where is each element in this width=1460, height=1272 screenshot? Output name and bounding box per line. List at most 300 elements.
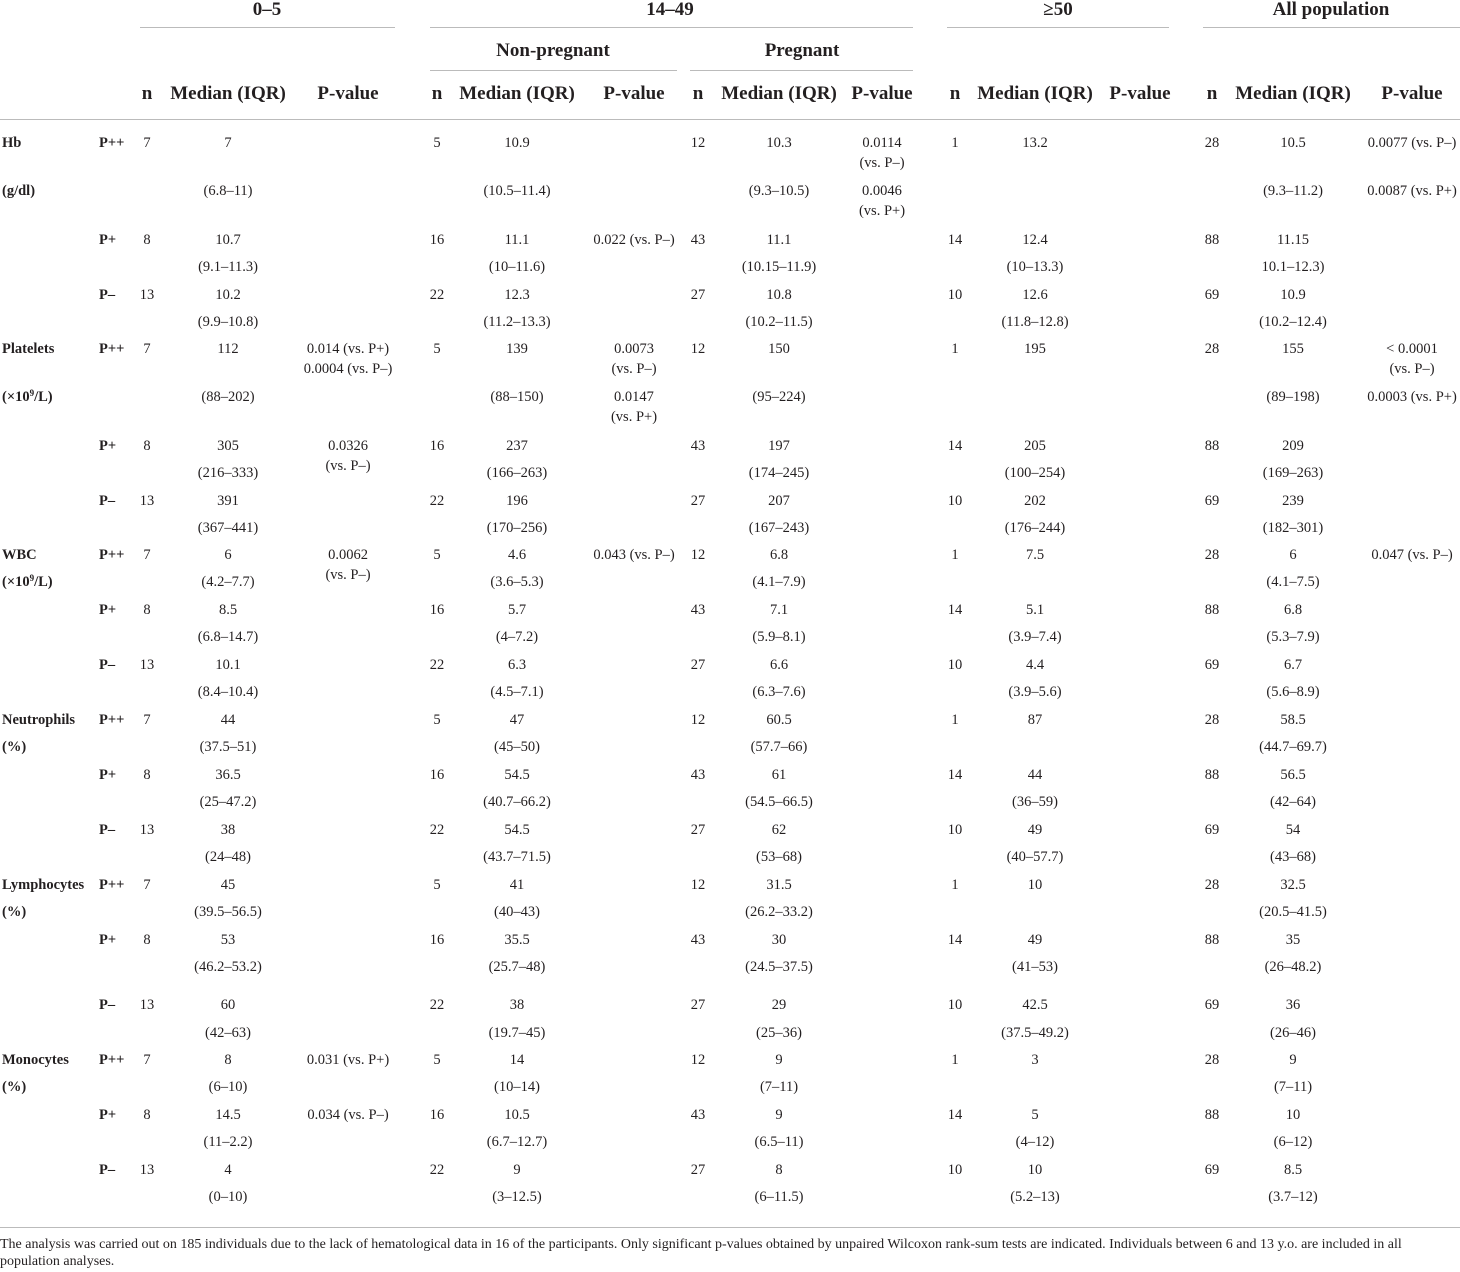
cell-n: 12	[690, 341, 706, 357]
group-label: P–	[99, 997, 116, 1013]
cell-iqr: (3–12.5)	[492, 1189, 542, 1205]
cell-n: 28	[1204, 712, 1220, 728]
cell-iqr: (176–244)	[1004, 520, 1066, 536]
cell-median: 205	[1024, 438, 1046, 454]
cell-median: 112	[217, 341, 239, 357]
cell-p-value: 0.0087 (vs. P+)	[1367, 183, 1457, 199]
cell-iqr: (89–198)	[1266, 389, 1320, 405]
cell-median: 10.7	[215, 232, 241, 248]
cell-n: 7	[143, 1052, 151, 1068]
header-age-0-5: 0–5	[252, 0, 282, 20]
cell-iqr: (26.2–33.2)	[745, 904, 813, 920]
cell-iqr: (7–11)	[1273, 1079, 1313, 1095]
cell-median: 155	[1282, 341, 1304, 357]
cell-iqr: (4–12)	[1015, 1134, 1055, 1150]
column-header-n: n	[692, 83, 704, 104]
cell-median: 10	[1027, 1162, 1043, 1178]
cell-iqr: (40–57.7)	[1006, 849, 1064, 865]
cell-median: 6.8	[1283, 602, 1303, 618]
column-header-median: Median (IQR)	[721, 83, 837, 104]
cell-median: 31.5	[766, 877, 792, 893]
cell-n: 10	[947, 997, 963, 1013]
variable-unit: (%)	[2, 1079, 27, 1095]
cell-iqr: (95–224)	[752, 389, 806, 405]
cell-n: 27	[690, 997, 706, 1013]
cell-n: 10	[947, 287, 963, 303]
cell-n: 27	[690, 1162, 706, 1178]
cell-n: 69	[1204, 657, 1220, 673]
cell-n: 5	[433, 341, 441, 357]
column-header-median: Median (IQR)	[977, 83, 1093, 104]
cell-median: 11.15	[1276, 232, 1310, 248]
cell-median: 5.7	[507, 602, 527, 618]
cell-iqr: (6–10)	[208, 1079, 248, 1095]
cell-median: 10.2	[215, 287, 241, 303]
variable-unit: (g/dl)	[2, 183, 36, 199]
cell-median: 196	[506, 493, 528, 509]
cell-iqr: (9.9–10.8)	[197, 314, 259, 330]
cell-iqr: (11.2–13.3)	[483, 314, 551, 330]
cell-median: 45	[220, 877, 236, 893]
cell-median: 36.5	[215, 767, 241, 783]
cell-median: 32.5	[1280, 877, 1306, 893]
cell-n: 28	[1204, 1052, 1220, 1068]
variable-unit: (%)	[2, 904, 27, 920]
header-all-population: All population	[1272, 0, 1390, 20]
cell-n: 7	[143, 877, 151, 893]
cell-iqr: (170–256)	[486, 520, 548, 536]
cell-n: 10	[947, 822, 963, 838]
cell-iqr: (88–202)	[201, 389, 255, 405]
cell-median: 197	[768, 438, 790, 454]
cell-median: 8.5	[218, 602, 238, 618]
cell-iqr: (54.5–66.5)	[745, 794, 813, 810]
cell-median: 11.1	[766, 232, 792, 248]
cell-n: 12	[690, 877, 706, 893]
cell-median: 237	[506, 438, 528, 454]
cell-median: 11.1	[504, 232, 530, 248]
cell-iqr: (10.2–12.4)	[1259, 314, 1327, 330]
cell-iqr: (367–441)	[197, 520, 259, 536]
cell-iqr: (10.2–11.5)	[745, 314, 813, 330]
divider	[1203, 27, 1460, 28]
cell-median: 10.1	[215, 657, 241, 673]
cell-n: 27	[690, 657, 706, 673]
cell-n: 43	[690, 767, 706, 783]
cell-iqr: (9.1–11.3)	[198, 259, 258, 275]
group-label: P++	[99, 712, 125, 728]
cell-iqr: (40.7–66.2)	[483, 794, 551, 810]
group-label: P–	[99, 822, 116, 838]
cell-p-value: 0.0062 (vs. P–)	[325, 547, 371, 583]
cell-n: 12	[690, 547, 706, 563]
cell-n: 13	[139, 822, 155, 838]
cell-n: 88	[1204, 438, 1220, 454]
variable-label: Neutrophils	[2, 712, 76, 728]
cell-median: 391	[217, 493, 239, 509]
cell-p-value: 0.0073 (vs. P–)	[611, 341, 657, 377]
divider	[430, 70, 677, 71]
cell-median: 56.5	[1280, 767, 1306, 783]
group-label: P+	[99, 602, 117, 618]
cell-n: 14	[947, 232, 963, 248]
cell-median: 6	[1289, 547, 1297, 563]
cell-iqr: (26–48.2)	[1264, 959, 1322, 975]
cell-iqr: (41–53)	[1012, 959, 1058, 975]
group-label: P++	[99, 1052, 125, 1068]
cell-n: 22	[429, 1162, 445, 1178]
cell-iqr: (3.9–5.6)	[1008, 684, 1062, 700]
cell-p-value: 0.0046 (vs. P+)	[858, 183, 906, 219]
cell-n: 5	[433, 712, 441, 728]
cell-median: 6	[224, 547, 232, 563]
cell-iqr: (46.2–53.2)	[194, 959, 262, 975]
cell-median: 49	[1027, 822, 1043, 838]
cell-median: 12.4	[1022, 232, 1048, 248]
cell-iqr: (10.15–11.9)	[741, 259, 817, 275]
table-footnote: The analysis was carried out on 185 individuals due to the lack of hematological data in 16 of the participants. Only significant p-values obtained by unpaired Wilcoxon rank-sum tests are indicated. Individuals between 6 and 13 y.o. are included in all population analyses.	[0, 1237, 1402, 1269]
cell-median: 3	[1031, 1052, 1039, 1068]
cell-p-value: 0.043 (vs. P–)	[593, 547, 675, 563]
group-label: P++	[99, 547, 125, 563]
cell-n: 8	[143, 767, 151, 783]
cell-n: 22	[429, 287, 445, 303]
cell-median: 14.5	[215, 1107, 241, 1123]
column-header-p: P-value	[851, 83, 913, 104]
cell-n: 1	[951, 135, 959, 151]
cell-n: 10	[947, 657, 963, 673]
cell-median: 41	[509, 877, 525, 893]
cell-median: 30	[771, 932, 787, 948]
group-label: P+	[99, 232, 117, 248]
cell-iqr: (174–245)	[748, 465, 810, 481]
header-rule	[0, 119, 1460, 120]
cell-median: 6.3	[507, 657, 527, 673]
cell-n: 5	[433, 877, 441, 893]
cell-iqr: (182–301)	[1262, 520, 1324, 536]
group-label: P++	[99, 877, 125, 893]
cell-median: 4	[224, 1162, 232, 1178]
cell-median: 150	[768, 341, 790, 357]
cell-iqr: (37.5–51)	[199, 739, 257, 755]
cell-iqr: (19.7–45)	[488, 1025, 546, 1041]
cell-median: 305	[217, 438, 239, 454]
cell-median: 6.7	[1283, 657, 1303, 673]
cell-iqr: (11–2.2)	[203, 1134, 253, 1150]
cell-n: 7	[143, 341, 151, 357]
cell-n: 22	[429, 493, 445, 509]
cell-n: 28	[1204, 135, 1220, 151]
cell-iqr: (10–14)	[494, 1079, 540, 1095]
variable-label: Lymphocytes	[2, 877, 85, 893]
cell-iqr: (8.4–10.4)	[197, 684, 259, 700]
cell-median: 10.9	[504, 135, 530, 151]
cell-median: 209	[1282, 438, 1304, 454]
column-header-median: Median (IQR)	[170, 83, 286, 104]
column-header-n: n	[949, 83, 961, 104]
cell-median: 29	[771, 997, 787, 1013]
cell-median: 202	[1024, 493, 1046, 509]
group-label: P+	[99, 438, 117, 454]
cell-iqr: (9.3–10.5)	[748, 183, 810, 199]
cell-iqr: (6.5–11)	[754, 1134, 804, 1150]
cell-n: 8	[143, 932, 151, 948]
cell-n: 12	[690, 135, 706, 151]
cell-median: 54.5	[504, 767, 530, 783]
cell-n: 16	[429, 602, 445, 618]
header-age-14-49: 14–49	[646, 0, 694, 20]
cell-iqr: (43.7–71.5)	[483, 849, 551, 865]
cell-n: 1	[951, 877, 959, 893]
group-label: P+	[99, 932, 117, 948]
cell-n: 43	[690, 932, 706, 948]
cell-iqr: (3.7–12)	[1268, 1189, 1318, 1205]
cell-median: 7	[224, 135, 232, 151]
cell-median: 8	[775, 1162, 783, 1178]
cell-median: 8.5	[1283, 1162, 1303, 1178]
cell-iqr: (6–11.5)	[754, 1189, 804, 1205]
cell-n: 88	[1204, 602, 1220, 618]
cell-n: 10	[947, 493, 963, 509]
cell-median: 62	[771, 822, 787, 838]
cell-n: 13	[139, 657, 155, 673]
cell-median: 12.6	[1022, 287, 1048, 303]
variable-unit: (%)	[2, 739, 27, 755]
cell-n: 5	[433, 135, 441, 151]
cell-n: 16	[429, 1107, 445, 1123]
cell-n: 22	[429, 997, 445, 1013]
cell-iqr: (26–46)	[1270, 1025, 1316, 1041]
cell-iqr: (42–64)	[1270, 794, 1316, 810]
cell-n: 28	[1204, 341, 1220, 357]
cell-median: 5.1	[1025, 602, 1045, 618]
cell-n: 16	[429, 232, 445, 248]
cell-n: 88	[1204, 767, 1220, 783]
cell-n: 1	[951, 547, 959, 563]
cell-median: 44	[1027, 767, 1043, 783]
cell-median: 10.3	[766, 135, 792, 151]
cell-iqr: (42–63)	[205, 1025, 251, 1041]
cell-iqr: (43–68)	[1270, 849, 1316, 865]
cell-median: 36	[1285, 997, 1301, 1013]
cell-p-value: 0.031 (vs. P+)	[306, 1052, 390, 1068]
cell-median: 87	[1027, 712, 1043, 728]
cell-median: 54.5	[504, 822, 530, 838]
cell-n: 22	[429, 657, 445, 673]
cell-n: 8	[143, 1107, 151, 1123]
cell-iqr: (37.5–49.2)	[1001, 1025, 1069, 1041]
column-header-p: P-value	[1109, 83, 1171, 104]
variable-label: WBC	[2, 547, 37, 563]
cell-median: 44	[220, 712, 236, 728]
column-header-median: Median (IQR)	[1235, 83, 1351, 104]
cell-median: 6.8	[769, 547, 789, 563]
cell-iqr: (24.5–37.5)	[745, 959, 813, 975]
cell-n: 22	[429, 822, 445, 838]
cell-n: 16	[429, 932, 445, 948]
column-header-p: P-value	[1381, 83, 1443, 104]
cell-iqr: (36–59)	[1012, 794, 1058, 810]
cell-median: 10	[1285, 1107, 1301, 1123]
cell-n: 43	[690, 602, 706, 618]
cell-n: 10	[947, 1162, 963, 1178]
cell-median: 35	[1285, 932, 1301, 948]
cell-median: 6.6	[769, 657, 789, 673]
cell-n: 88	[1204, 1107, 1220, 1123]
cell-iqr: (40–43)	[494, 904, 540, 920]
cell-median: 139	[506, 341, 528, 357]
cell-n: 13	[139, 1162, 155, 1178]
cell-median: 7.1	[769, 602, 789, 618]
cell-median: 4.6	[507, 547, 527, 563]
group-label: P++	[99, 341, 125, 357]
cell-p-value: 0.0077 (vs. P–)	[1367, 135, 1457, 151]
footer-rule	[0, 1227, 1460, 1228]
cell-p-value: 0.022 (vs. P–)	[593, 232, 675, 248]
header-non-pregnant: Non-pregnant	[496, 40, 610, 61]
cell-iqr: (57.7–66)	[750, 739, 808, 755]
cell-iqr: (25–36)	[756, 1025, 802, 1041]
variable-label: Monocytes	[2, 1052, 69, 1068]
column-header-p: P-value	[603, 83, 665, 104]
cell-iqr: (11.8–12.8)	[1001, 314, 1069, 330]
cell-n: 28	[1204, 877, 1220, 893]
cell-median: 58.5	[1280, 712, 1306, 728]
cell-n: 7	[143, 712, 151, 728]
cell-iqr: (88–150)	[490, 389, 544, 405]
cell-n: 69	[1204, 287, 1220, 303]
cell-iqr: (5.2–13)	[1010, 1189, 1060, 1205]
cell-iqr: (9.3–11.2)	[1263, 183, 1323, 199]
cell-iqr: (10–13.3)	[1006, 259, 1064, 275]
cell-iqr: (25–47.2)	[199, 794, 257, 810]
cell-n: 88	[1204, 232, 1220, 248]
cell-n: 1	[951, 712, 959, 728]
cell-iqr: (5.6–8.9)	[1266, 684, 1320, 700]
column-header-p: P-value	[317, 83, 379, 104]
cell-n: 16	[429, 438, 445, 454]
cell-n: 8	[143, 438, 151, 454]
cell-n: 16	[429, 767, 445, 783]
cell-iqr: (216–333)	[197, 465, 259, 481]
column-header-n: n	[1206, 83, 1218, 104]
cell-n: 69	[1204, 493, 1220, 509]
cell-iqr: (100–254)	[1004, 465, 1066, 481]
cell-iqr: (169–263)	[1262, 465, 1324, 481]
cell-iqr: (20.5–41.5)	[1259, 904, 1327, 920]
cell-median: 35.5	[504, 932, 530, 948]
variable-unit: $(\times 10^9/L)$	[2, 388, 53, 405]
cell-iqr: (3.6–5.3)	[490, 574, 544, 590]
column-header-n: n	[431, 83, 443, 104]
cell-n: 7	[143, 135, 151, 151]
cell-n: 69	[1204, 1162, 1220, 1178]
cell-median: 9	[775, 1052, 783, 1068]
cell-median: 5	[1031, 1107, 1039, 1123]
cell-median: 13.2	[1022, 135, 1048, 151]
cell-iqr: (6.3–7.6)	[752, 684, 806, 700]
cell-median: 9	[1289, 1052, 1297, 1068]
cell-n: 12	[690, 1052, 706, 1068]
group-label: P+	[99, 1107, 117, 1123]
cell-n: 14	[947, 932, 963, 948]
divider	[947, 27, 1169, 28]
cell-p-value: 0.0326 (vs. P–)	[325, 438, 371, 474]
divider	[140, 27, 395, 28]
cell-n: 43	[690, 438, 706, 454]
cell-n: 14	[947, 438, 963, 454]
cell-median: 9	[513, 1162, 521, 1178]
variable-label: Platelets	[2, 341, 55, 357]
cell-iqr: (6.8–14.7)	[197, 629, 259, 645]
cell-n: 69	[1204, 822, 1220, 838]
group-label: P–	[99, 287, 116, 303]
cell-iqr: (25.7–48)	[488, 959, 546, 975]
cell-p-value: 0.0114 (vs. P–)	[859, 135, 905, 171]
divider	[690, 70, 913, 71]
cell-n: 69	[1204, 997, 1220, 1013]
cell-p-value: 0.014 (vs. P+) 0.0004 (vs. P–)	[303, 341, 393, 377]
divider	[430, 27, 913, 28]
cell-n: 1	[951, 341, 959, 357]
group-label: P++	[99, 135, 125, 151]
cell-n: 5	[433, 1052, 441, 1068]
cell-median: 49	[1027, 932, 1043, 948]
group-label: P–	[99, 1162, 116, 1178]
cell-median: 10.5	[1280, 135, 1306, 151]
cell-n: 14	[947, 767, 963, 783]
column-header-n: n	[141, 83, 153, 104]
cell-iqr: (10.5–11.4)	[483, 183, 551, 199]
group-label: P+	[99, 767, 117, 783]
cell-iqr: 10.1–12.3)	[1261, 259, 1325, 275]
cell-n: 5	[433, 547, 441, 563]
cell-n: 13	[139, 493, 155, 509]
cell-n: 27	[690, 287, 706, 303]
cell-iqr: (6.8–11)	[203, 183, 253, 199]
cell-median: 239	[1282, 493, 1304, 509]
cell-iqr: (24–48)	[205, 849, 251, 865]
cell-iqr: (4–7.2)	[495, 629, 539, 645]
cell-iqr: (0–10)	[208, 1189, 248, 1205]
cell-median: 9	[775, 1107, 783, 1123]
cell-median: 42.5	[1022, 997, 1048, 1013]
cell-median: 12.3	[504, 287, 530, 303]
cell-n: 13	[139, 997, 155, 1013]
cell-iqr: (4.5–7.1)	[490, 684, 544, 700]
cell-p-value: 0.047 (vs. P–)	[1371, 547, 1453, 563]
group-label: P–	[99, 493, 116, 509]
header-pregnant: Pregnant	[764, 40, 840, 61]
cell-n: 7	[143, 547, 151, 563]
cell-median: 10.5	[504, 1107, 530, 1123]
cell-iqr: (167–243)	[748, 520, 810, 536]
cell-iqr: (53–68)	[756, 849, 802, 865]
cell-iqr: (5.3–7.9)	[1266, 629, 1320, 645]
cell-iqr: (166–263)	[486, 465, 548, 481]
cell-n: 28	[1204, 547, 1220, 563]
cell-n: 8	[143, 602, 151, 618]
cell-n: 14	[947, 602, 963, 618]
header-age-50-plus: ≥50	[1043, 0, 1073, 20]
cell-iqr: (39.5–56.5)	[194, 904, 262, 920]
cell-n: 43	[690, 232, 706, 248]
cell-p-value: < 0.0001 (vs. P–)	[1386, 341, 1438, 377]
cell-median: 10.8	[766, 287, 792, 303]
cell-median: 10	[1027, 877, 1043, 893]
cell-median: 7.5	[1025, 547, 1045, 563]
cell-iqr: (4.1–7.9)	[752, 574, 806, 590]
